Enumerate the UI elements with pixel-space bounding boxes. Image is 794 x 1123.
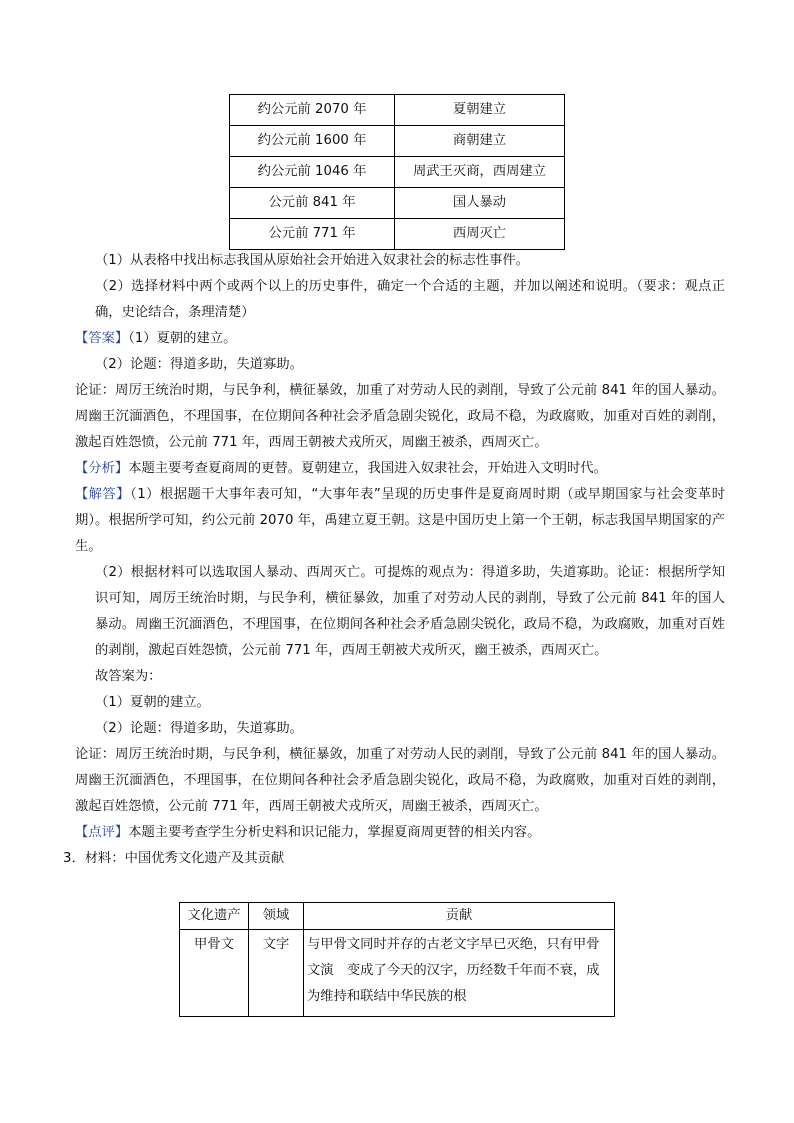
time-cell: 公元前 771 年 (230, 219, 395, 250)
analysis-tag: 【分析】 (75, 461, 129, 476)
event-cell: 周武王灭商，西周建立 (395, 157, 565, 188)
final-answer-label: 故答案为： (95, 669, 162, 684)
table-row (230, 157, 565, 188)
comment-tag: 【点评】 (75, 825, 129, 840)
solution-tag: 【解答】 (75, 487, 131, 502)
timeline-table (229, 94, 565, 250)
analysis-text: 本题主要考查夏商周的更替。夏朝建立，我国进入奴隶社会，开始进入文明时代。 (128, 461, 607, 476)
time-cell: 约公元前 1046 年 (230, 157, 395, 188)
analysis-line (75, 456, 725, 482)
question-content (63, 248, 726, 872)
heritage-cell: 甲骨文 (180, 930, 249, 1017)
answer-line (75, 326, 725, 352)
table-row (230, 188, 565, 219)
solution-line (75, 482, 725, 560)
final-argument: 论证：周厉王统治时期，与民争利，横征暴敛，加重了对劳动人民的剥削，导致了公元前 841 年的国人暴动。周幽王沉湎酒色，不理国事，在位期间各种社会矛盾急剧尖锐化，政局不稳，为政腐败，加重对百姓的剥削，激起百姓怨愤，公元前 771 年，西周王朝被犬戎所灭，周幽王被杀，西周灭亡。 (75, 747, 725, 814)
solution-p1: （1）根据题干大事年表可知，“大事年表”呈现的历史事件是夏商周时期（或早期国家与社会变革时期）。根据所学可知，约公元前 2070 年，禹建立夏王朝。这是中国历史上第一个王朝，标志我国早期国家的产生。 (75, 487, 726, 554)
time-cell: 约公元前 2070 年 (230, 95, 395, 126)
time-cell: 公元前 841 年 (230, 188, 395, 219)
question-2: （2）选择材料中两个或两个以上的历史事件，确定一个合适的主题，并加以阐述和说明。（要求：观点正确，史论结合，条理清楚） (95, 279, 725, 320)
table-row (230, 95, 565, 126)
final-answer-2: （2）论题：得道多助，失道寡助。 (95, 721, 303, 736)
table-row (230, 219, 565, 250)
answer-argument: 论证：周厉王统治时期，与民争利，横征暴敛，加重了对劳动人民的剥削，导致了公元前 841 年的国人暴动。周幽王沉湎酒色，不理国事，在位期间各种社会矛盾急剧尖锐化，政局不稳，为政腐败，加重对百姓的剥削，激起百姓怨愤，公元前 771 年，西周王朝被犬戎所灭，周幽王被杀，西周灭亡。 (75, 383, 725, 450)
event-cell: 商朝建立 (395, 126, 565, 157)
header-contribution: 贡献 (304, 903, 615, 930)
comment-text: 本题主要考查学生分析史料和识记能力，掌握夏商周更替的相关内容。 (128, 825, 541, 840)
header-heritage: 文化遗产 (180, 903, 249, 930)
question-1: （1）从表格中找出标志我国从原始社会开始进入奴隶社会的标志性事件。 (95, 253, 529, 268)
table-row (230, 126, 565, 157)
answer-tag: 【答案】 (75, 331, 129, 346)
final-answer-1: （1）夏朝的建立。 (95, 695, 210, 710)
header-field: 领域 (249, 903, 304, 930)
field-cell: 文字 (249, 930, 304, 1017)
time-cell: 约公元前 1600 年 (230, 126, 395, 157)
event-cell: 西周灭亡 (395, 219, 565, 250)
answer-1: （1）夏朝的建立。 (128, 331, 237, 346)
question-3-title: 3．材料：中国优秀文化遗产及其贡献 (63, 851, 285, 866)
table-row (180, 930, 615, 1017)
contribution-cell: 与甲骨文同时并存的古老文字早已灭绝，只有甲骨文演 变成了今天的汉字，历经数千年而不衰，成为维持和联结中华民族的根 (304, 930, 615, 1017)
answer-2: （2）论题：得道多助，失道寡助。 (95, 357, 303, 372)
heritage-table (179, 902, 615, 1017)
comment-line (75, 820, 725, 846)
event-cell: 国人暴动 (395, 188, 565, 219)
table-header-row (180, 903, 615, 930)
event-cell: 夏朝建立 (395, 95, 565, 126)
solution-p2: （2）根据材料可以选取国人暴动、西周灭亡。可提炼的观点为：得道多助，失道寡助。论证：根据所学知识可知，周厉王统治时期，与民争利，横征暴敛，加重了对劳动人民的剥削，导致了公元前 841 年的国人暴动。周幽王沉湎酒色，不理国事，在位期间各种社会矛盾急剧尖锐化，政局不稳，为政腐败，加重对百姓的剥削，激起百姓怨愤，公元前 771 年，西周王朝被犬戎所灭，幽王被杀，西周灭亡。 (95, 565, 725, 658)
